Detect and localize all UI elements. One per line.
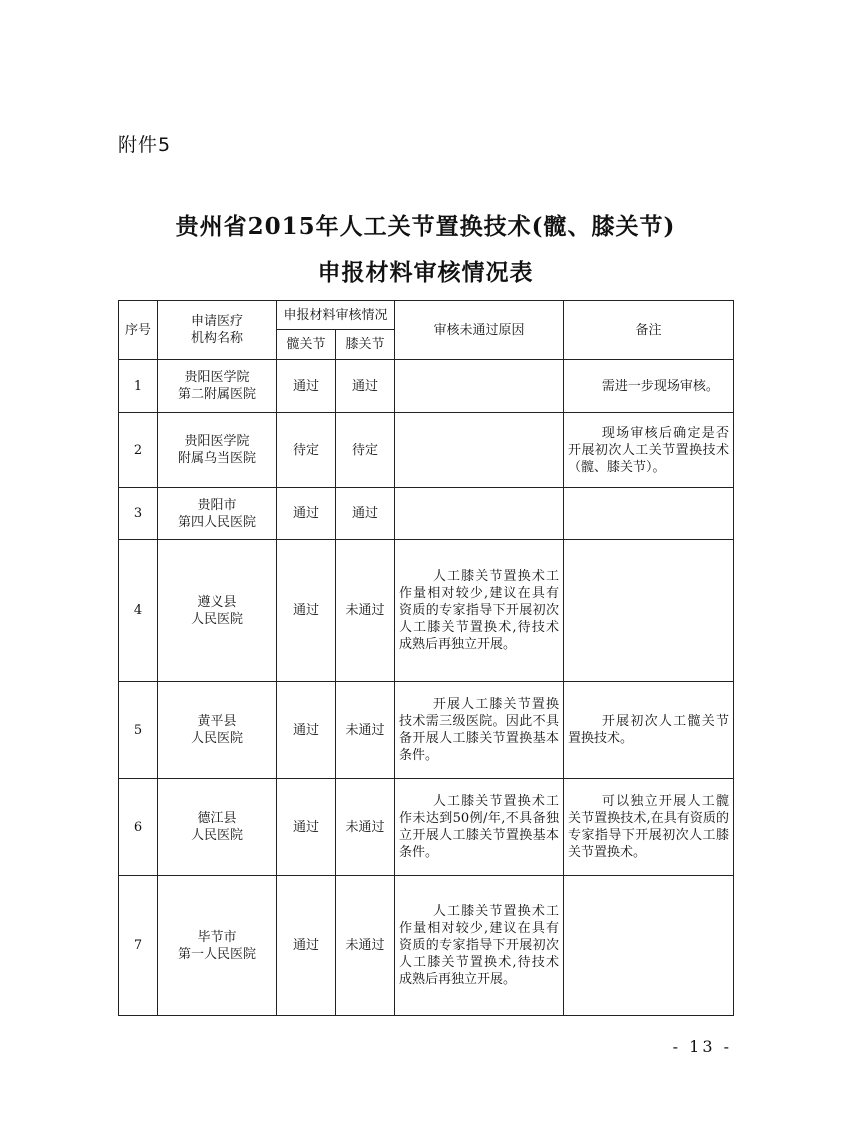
document-subtitle: 申报材料审核情况表 (317, 259, 534, 286)
row-seq: 7 (119, 876, 158, 1016)
row-seq: 1 (119, 360, 158, 413)
header-institution: 申请医疗 机构名称 (158, 301, 277, 360)
table-row (119, 413, 734, 488)
row-reason (395, 488, 564, 540)
row-institution: 毕节市 第一人民医院 (158, 876, 277, 1016)
row-institution: 贵阳医学院 第二附属医院 (158, 360, 277, 413)
row-knee-status: 通过 (336, 360, 395, 413)
row-institution: 德江县 人民医院 (158, 779, 277, 876)
row-knee-status: 未通过 (336, 682, 395, 779)
row-hip-status: 通过 (277, 876, 336, 1016)
attachment-label: 附件5 (118, 134, 172, 156)
row-seq: 2 (119, 413, 158, 488)
review-table (118, 300, 734, 1016)
row-reason (395, 360, 564, 413)
row-remarks: 开展初次人工髋关节置换技术。 (564, 682, 734, 779)
table-row (119, 540, 734, 682)
header-seq: 序号 (119, 301, 158, 360)
row-remarks (564, 876, 734, 1016)
row-knee-status: 未通过 (336, 540, 395, 682)
row-hip-status: 通过 (277, 779, 336, 876)
row-knee-status: 待定 (336, 413, 395, 488)
page-number: - 13 - (672, 1037, 732, 1056)
row-seq: 3 (119, 488, 158, 540)
row-seq: 6 (119, 779, 158, 876)
row-knee-status: 通过 (336, 488, 395, 540)
row-hip-status: 通过 (277, 360, 336, 413)
row-institution: 黄平县 人民医院 (158, 682, 277, 779)
header-reason: 审核未通过原因 (395, 301, 564, 360)
header-knee: 膝关节 (336, 330, 395, 360)
row-institution: 遵义县 人民医院 (158, 540, 277, 682)
row-institution: 贵阳市 第四人民医院 (158, 488, 277, 540)
row-remarks: 需进一步现场审核。 (564, 360, 734, 413)
row-remarks: 现场审核后确定是否开展初次人工关节置换技术（髋、膝关节）。 (564, 413, 734, 488)
row-institution: 贵阳医学院 附属乌当医院 (158, 413, 277, 488)
row-reason: 人工膝关节置换术工作量相对较少,建议在具有资质的专家指导下开展初次人工膝关节置换术,待技术成熟后再独立开展。 (395, 540, 564, 682)
table-row (119, 360, 734, 413)
row-hip-status: 通过 (277, 540, 336, 682)
row-hip-status: 通过 (277, 488, 336, 540)
table-row (119, 779, 734, 876)
row-hip-status: 待定 (277, 413, 336, 488)
row-remarks (564, 540, 734, 682)
header-remarks: 备注 (564, 301, 734, 360)
row-hip-status: 通过 (277, 682, 336, 779)
row-remarks (564, 488, 734, 540)
row-reason: 开展人工膝关节置换技术需三级医院。因此不具备开展人工膝关节置换基本条件。 (395, 682, 564, 779)
row-reason: 人工膝关节置换术工作量相对较少,建议在具有资质的专家指导下开展初次人工膝关节置换术,待技术成熟后再独立开展。 (395, 876, 564, 1016)
row-remarks: 可以独立开展人工髋关节置换技术,在具有资质的专家指导下开展初次人工膝关节置换术。 (564, 779, 734, 876)
document-title: 贵州省2015年人工关节置换技术(髋、膝关节) (175, 213, 676, 240)
row-seq: 5 (119, 682, 158, 779)
row-reason: 人工膝关节置换术工作未达到50例/年,不具备独立开展人工膝关节置换基本条件。 (395, 779, 564, 876)
table-row (119, 488, 734, 540)
row-reason (395, 413, 564, 488)
table-row (119, 682, 734, 779)
table-row (119, 876, 734, 1016)
row-seq: 4 (119, 540, 158, 682)
row-knee-status: 未通过 (336, 779, 395, 876)
header-hip: 髋关节 (277, 330, 336, 360)
row-knee-status: 未通过 (336, 876, 395, 1016)
header-review-status: 申报材料审核情况 (277, 301, 395, 330)
